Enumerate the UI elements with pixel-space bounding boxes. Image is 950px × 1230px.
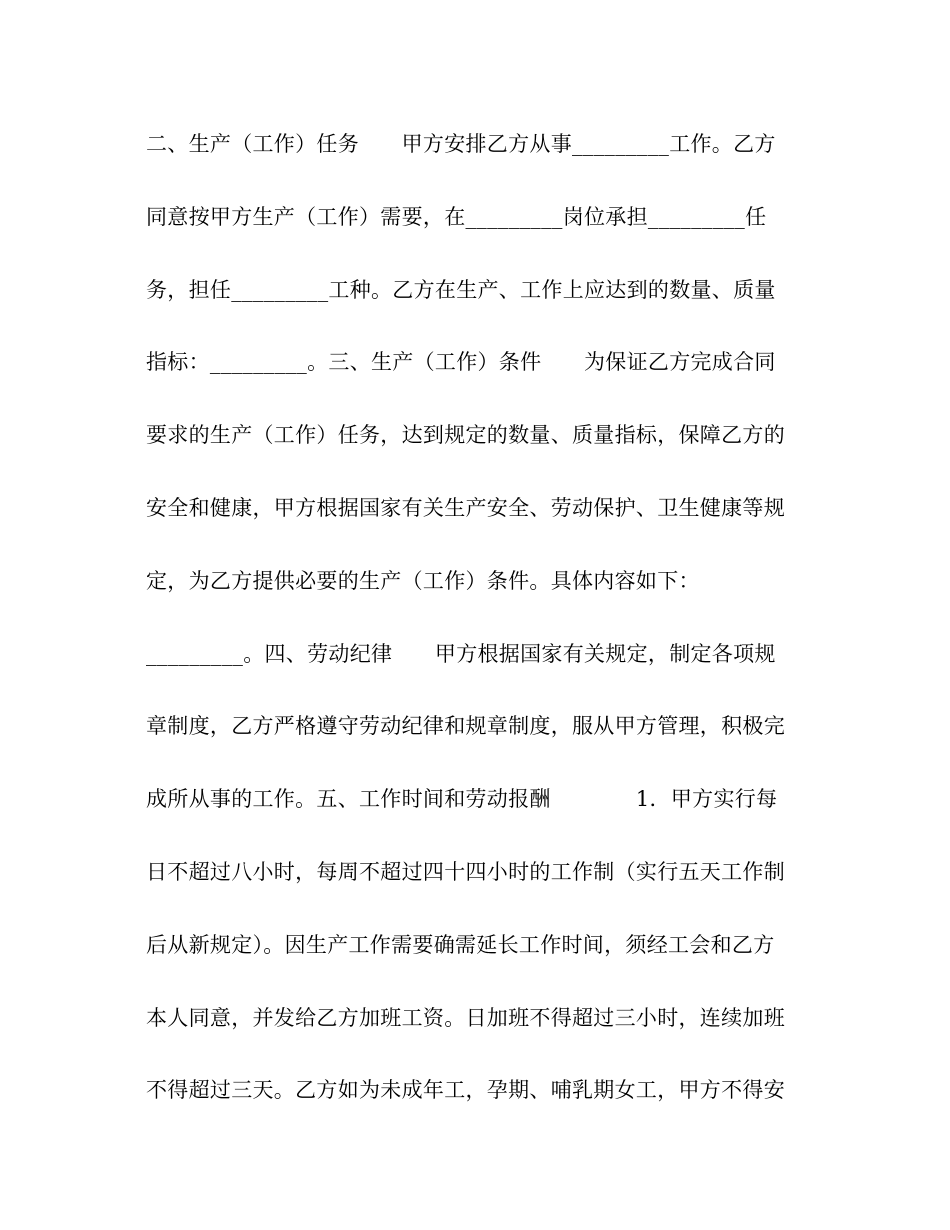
- text-line: 务，担任_________工种。乙方在生产、工作上应达到的数量、质量: [146, 277, 776, 302]
- text-line: 后从新规定）。因生产工作需要确需延长工作时间，须经工会和乙方: [146, 932, 775, 957]
- contract-body-text: [146, 122, 806, 1141]
- text-line: 安全和健康，甲方根据国家有关生产安全、劳动保护、卫生健康等规: [146, 495, 785, 520]
- text-line: 成所从事的工作。五、工作时间和劳动报酬 1．甲方实行每: [146, 787, 778, 812]
- text-line: 日不超过八小时，每周不超过四十四小时的工作制（实行五天工作制: [146, 859, 785, 884]
- text-line: 定，为乙方提供必要的生产（工作）条件。具体内容如下：: [146, 568, 700, 593]
- text-line: 二、生产（工作）任务 甲方安排乙方从事_________工作。乙方: [146, 132, 776, 156]
- text-line: 要求的生产（工作）任务，达到规定的数量、质量指标，保障乙方的: [146, 423, 785, 448]
- text-line: 指标：_________。三、生产（工作）条件 为保证乙方完成合同: [146, 350, 776, 375]
- text-line: 本人同意，并发给乙方加班工资。日加班不得超过三小时，连续加班: [146, 1005, 785, 1030]
- text-line: 章制度，乙方严格遵守劳动纪律和规章制度，服从甲方管理，积极完: [146, 714, 785, 739]
- text-line: _________。四、劳动纪律 甲方根据国家有关规定，制定各项规: [146, 641, 776, 666]
- text-line: 同意按甲方生产（工作）需要，在_________岗位承担_________任: [146, 204, 767, 229]
- text-line: 不得超过三天。乙方如为未成年工，孕期、哺乳期女工，甲方不得安: [146, 1078, 785, 1103]
